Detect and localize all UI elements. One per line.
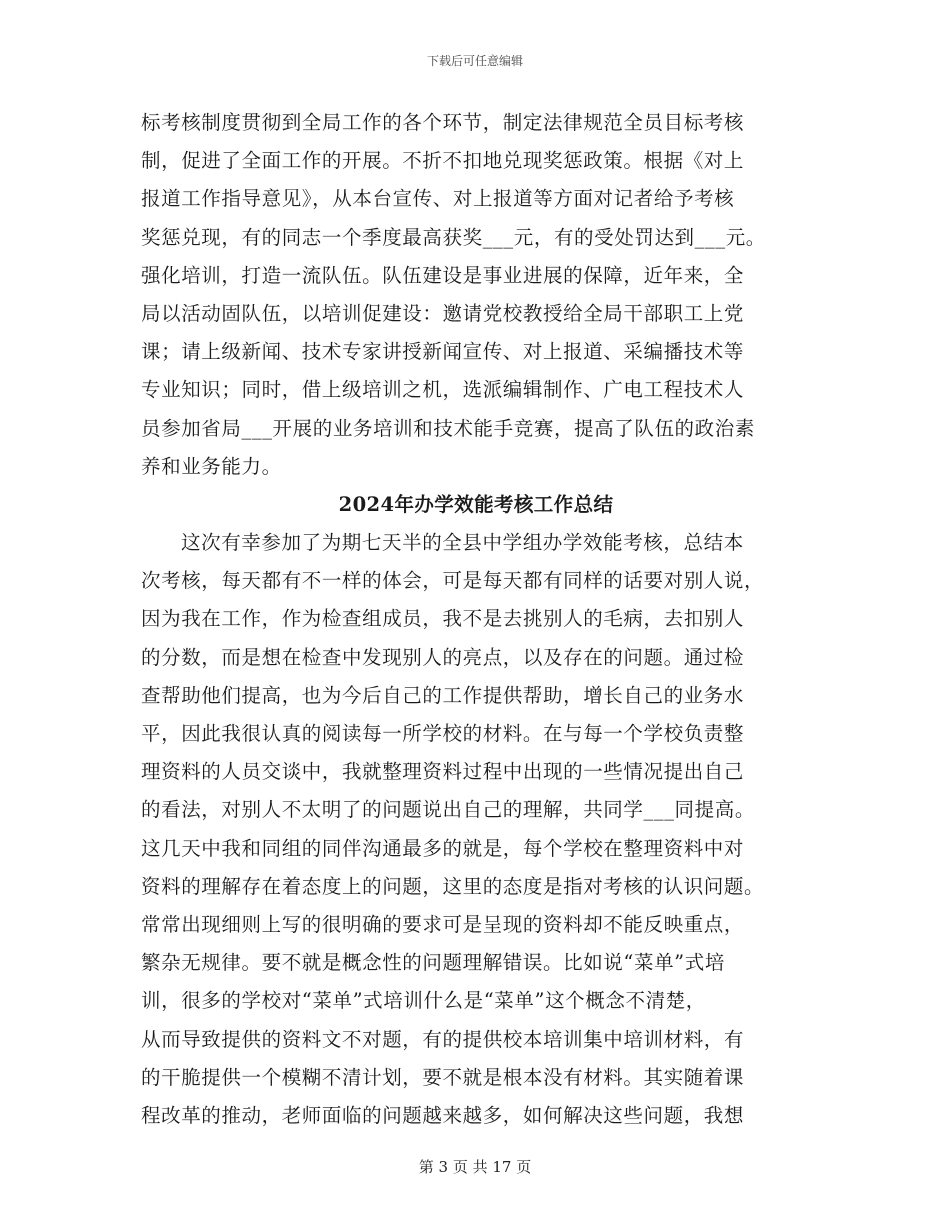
- body-line: 养和业务能力。: [141, 454, 282, 478]
- section-title: 2024年办学效能考核工作总结: [338, 492, 614, 516]
- section-line: 的干脆提供一个模糊不清计划，要不就是根本没有材料。其实随着课: [141, 1065, 745, 1089]
- body-line: 奖惩兑现，有的同志一个季度最高获奖___元，有的受处罚达到___元。: [141, 225, 766, 249]
- section-line: 查帮助他们提高，也为今后自己的工作提供帮助，增长自己的业务水: [141, 683, 745, 707]
- section-line: 这几天中我和同组的同伴沟通最多的就是，每个学校在整理资料中对: [141, 836, 745, 860]
- body-line: 专业知识；同时，借上级培训之机，选派编辑制作、广电工程技术人: [141, 378, 745, 402]
- body-line: 课；请上级新闻、技术专家讲授新闻宣传、对上报道、采编播技术等: [141, 340, 745, 364]
- section-line: 繁杂无规律。要不就是概念性的问题理解错误。比如说“菜单”式培: [141, 951, 725, 975]
- section-line: 次考核，每天都有不一样的体会，可是每天都有同样的话要对别人说，: [141, 569, 765, 593]
- section-line: 的分数，而是想在检查中发现别人的亮点，以及存在的问题。通过检: [141, 645, 745, 669]
- header-note: 下载后可任意编辑: [426, 54, 523, 68]
- section-line: 的看法，对别人不太明了的问题说出自己的理解，共同学___同提高。: [141, 798, 755, 822]
- document-body: [141, 104, 811, 1135]
- body-line: 局以活动固队伍，以培训促建设：邀请党校教授给全局干部职工上党: [141, 301, 745, 325]
- section-line: 这次有幸参加了为期七天半的全县中学组办学效能考核，总结本: [181, 531, 744, 555]
- body-line: 强化培训，打造一流队伍。队伍建设是事业进展的保障，近年来，全: [141, 263, 745, 287]
- section-line: 平，因此我很认真的阅读每一所学校的材料。在与每一个学校负责整: [141, 722, 745, 745]
- section-line: 训，很多的学校对“菜单”式培训什么是“菜单”这个概念不清楚，: [141, 989, 706, 1013]
- body-line: 员参加省局___开展的业务培训和技术能手竞赛，提高了队伍的政治素: [141, 416, 755, 440]
- section-line: 因为我在工作，作为检查组成员，我不是去挑别人的毛病，去扣别人: [141, 607, 745, 631]
- body-line: 报道工作指导意见》，从本台宣传、对上报道等方面对记者给予考核: [141, 187, 735, 211]
- section-line: 常常出现细则上写的很明确的要求可是呈现的资料却不能反映重点，: [141, 912, 745, 936]
- section-line: 程改革的推动，老师面临的问题越来越多，如何解决这些问题，我想: [141, 1103, 745, 1127]
- page-number: 第 3 页 共 17 页: [418, 1158, 532, 1176]
- body-line: 标考核制度贯彻到全局工作的各个环节，制定法律规范全员目标考核: [141, 111, 745, 134]
- section-line: 从而导致提供的资料文不对题，有的提供校本培训集中培训材料，有: [141, 1027, 745, 1051]
- body-line: 制，促进了全面工作的开展。不折不扣地兑现奖惩政策。根据《对上: [141, 149, 745, 173]
- section-line: 资料的理解存在着态度上的问题，这里的态度是指对考核的认识问题。: [141, 874, 765, 898]
- section-line: 理资料的人员交谈中，我就整理资料过程中出现的一些情况提出自己: [141, 760, 745, 784]
